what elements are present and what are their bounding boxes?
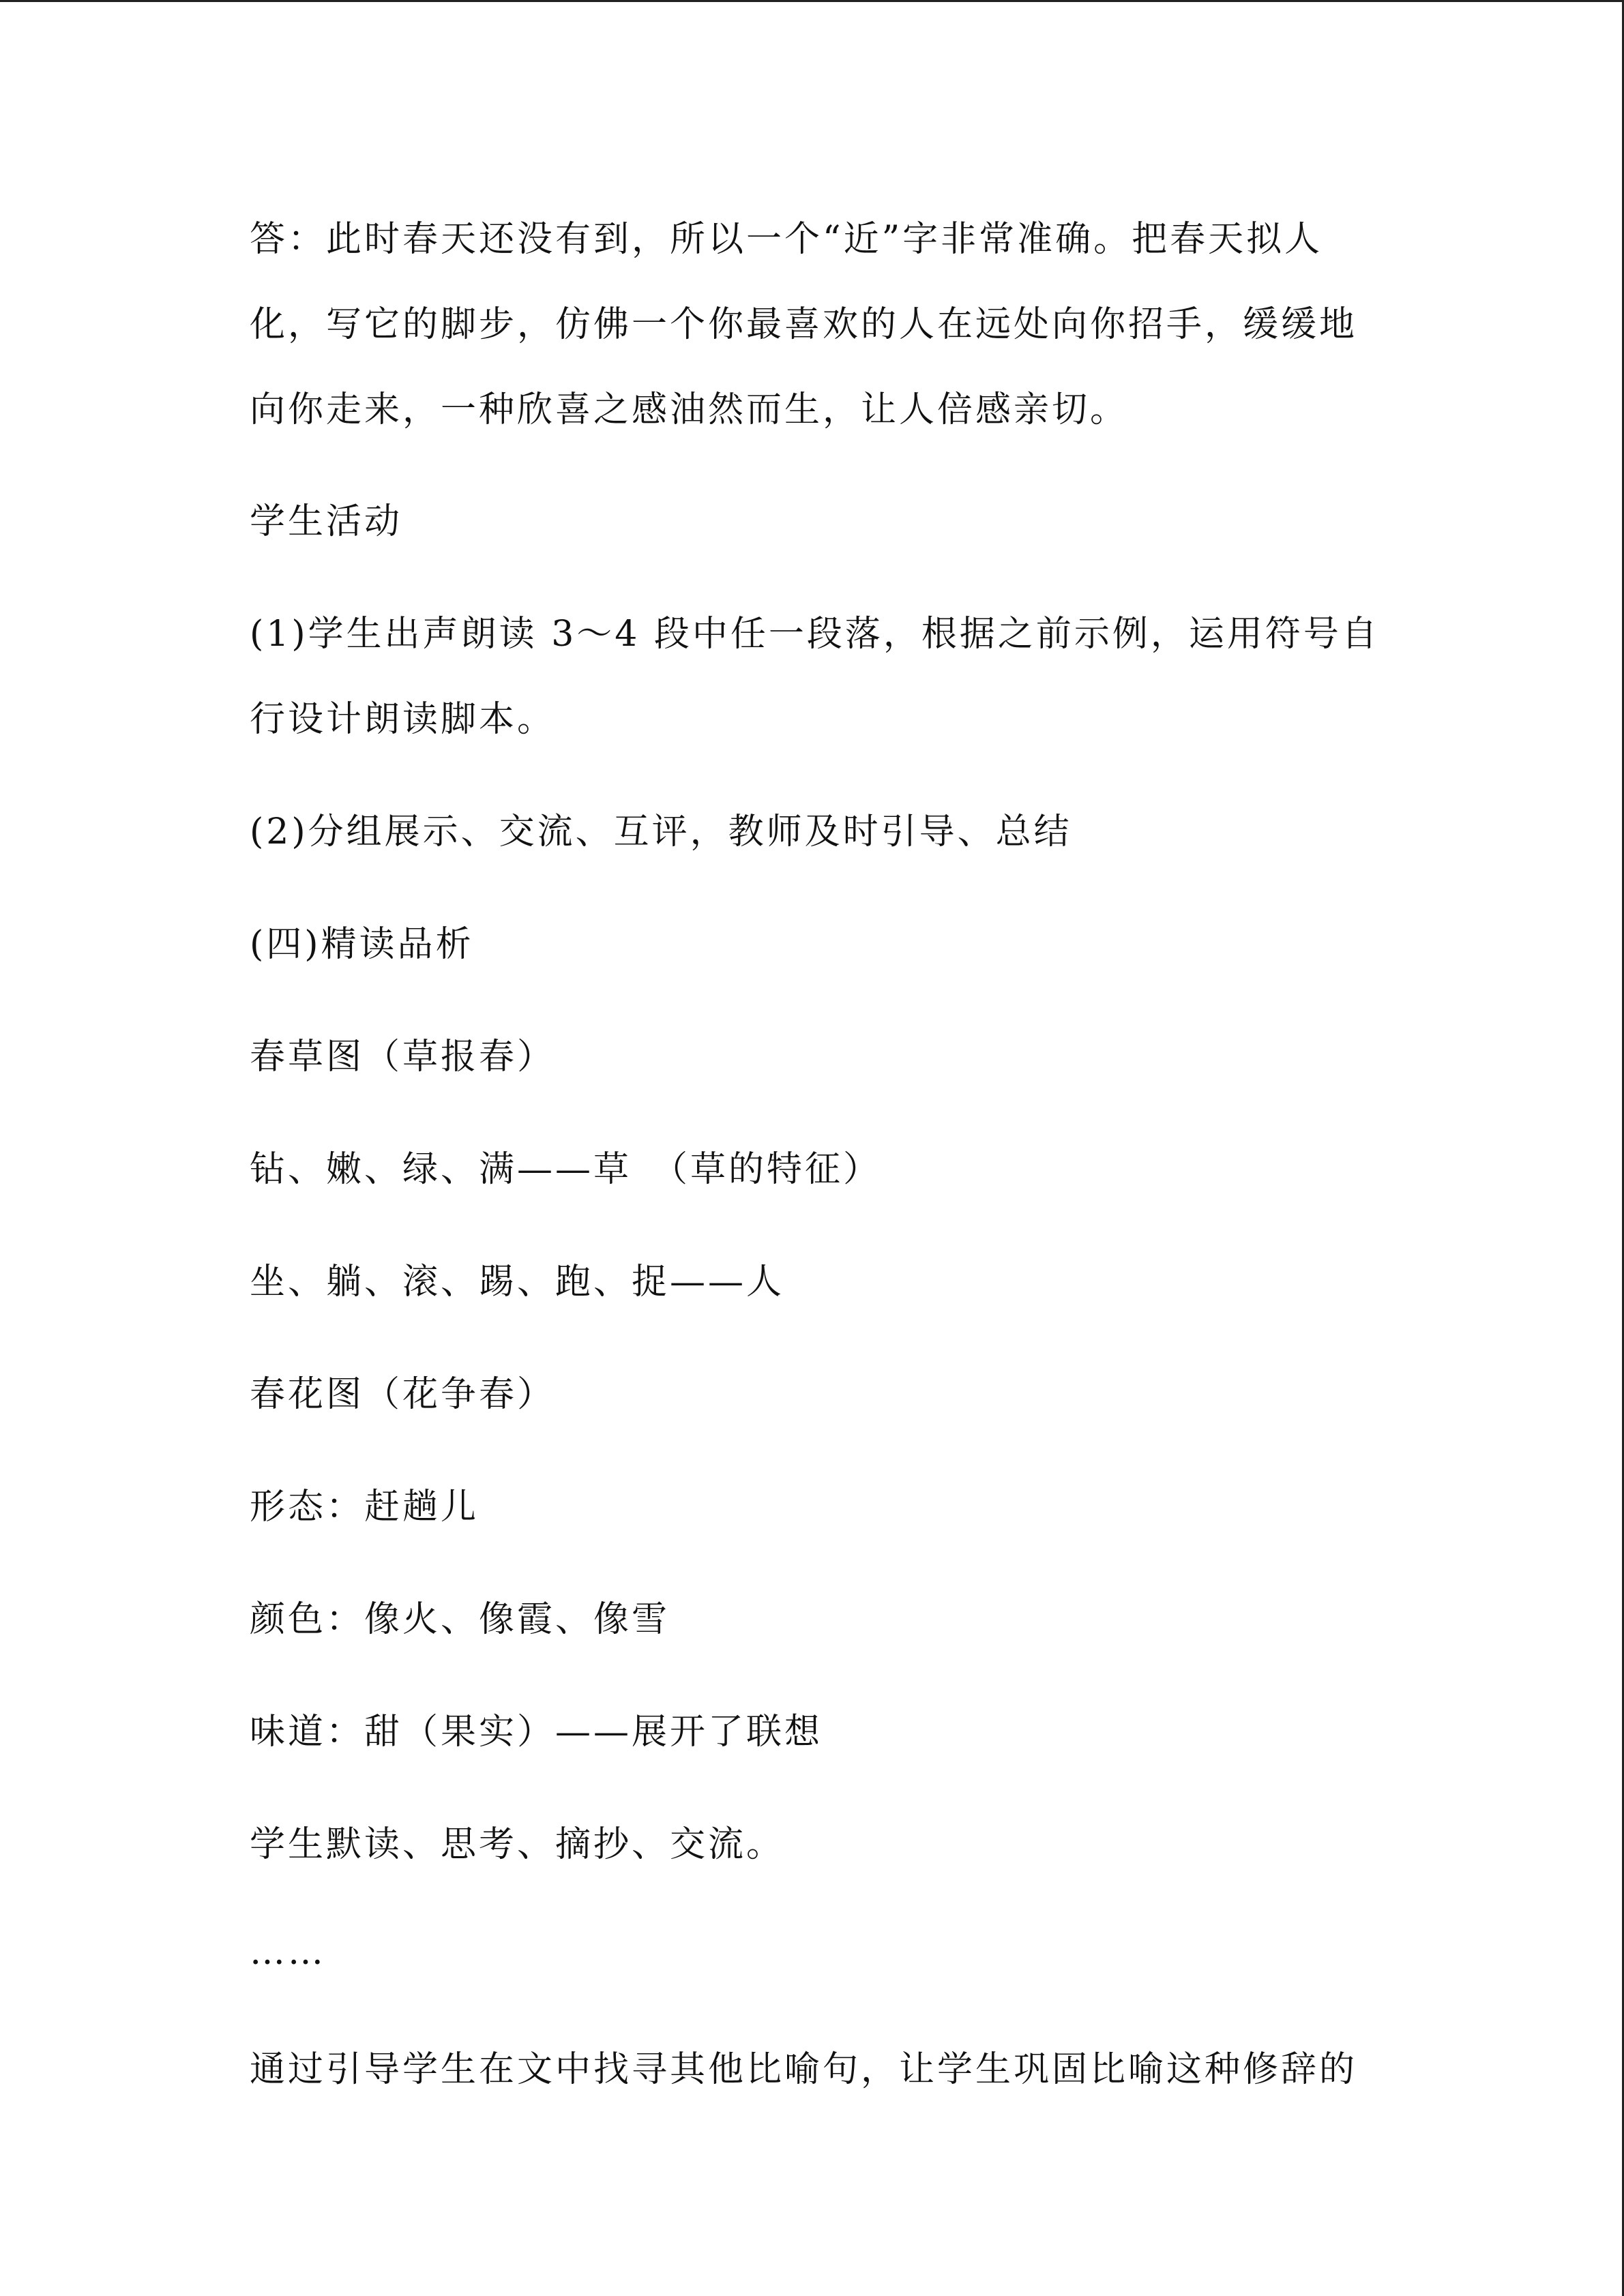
text-line: 向你走来，一种欣喜之感油然而生，让人倍感亲切。 <box>250 389 1129 430</box>
text-line: 钻、嫩、绿、满——草 （草的特征） <box>250 1149 882 1190</box>
text-line: 学生默读、思考、摘抄、交流。 <box>250 1824 785 1865</box>
text-line: 通过引导学生在文中找寻其他比喻句，让学生巩固比喻这种修辞的 <box>250 2049 1358 2090</box>
text-line: 形态：赶趟儿 <box>250 1487 479 1527</box>
text-line: 春花图（花争春） <box>250 1374 556 1415</box>
text-line: (1)学生出声朗读 3～4 段中任一段落，根据之前示例，运用符号自 <box>250 614 1380 655</box>
text-line: 答：此时春天还没有到，所以一个“近”字非常准确。把春天拟人 <box>250 219 1323 260</box>
section-heading: (四)精读品析 <box>250 924 474 965</box>
text-line: 春草图（草报春） <box>250 1037 556 1077</box>
text-line: (2)分组展示、交流、互评，教师及时引导、总结 <box>250 811 1072 852</box>
document-page <box>250 0 1380 2296</box>
text-line: 坐、躺、滚、踢、跑、捉——人 <box>250 1262 785 1302</box>
text-line: 味道：甜（果实）——展开了联想 <box>250 1712 823 1753</box>
text-line: 化，写它的脚步，仿佛一个你最喜欢的人在远处向你招手，缓缓地 <box>250 304 1358 345</box>
text-line: 颜色：像火、像霞、像雪 <box>250 1599 670 1640</box>
ellipsis-line: …… <box>250 1932 326 1973</box>
text-line: 行设计朗读脚本。 <box>250 699 556 740</box>
section-heading: 学生活动 <box>250 501 403 542</box>
